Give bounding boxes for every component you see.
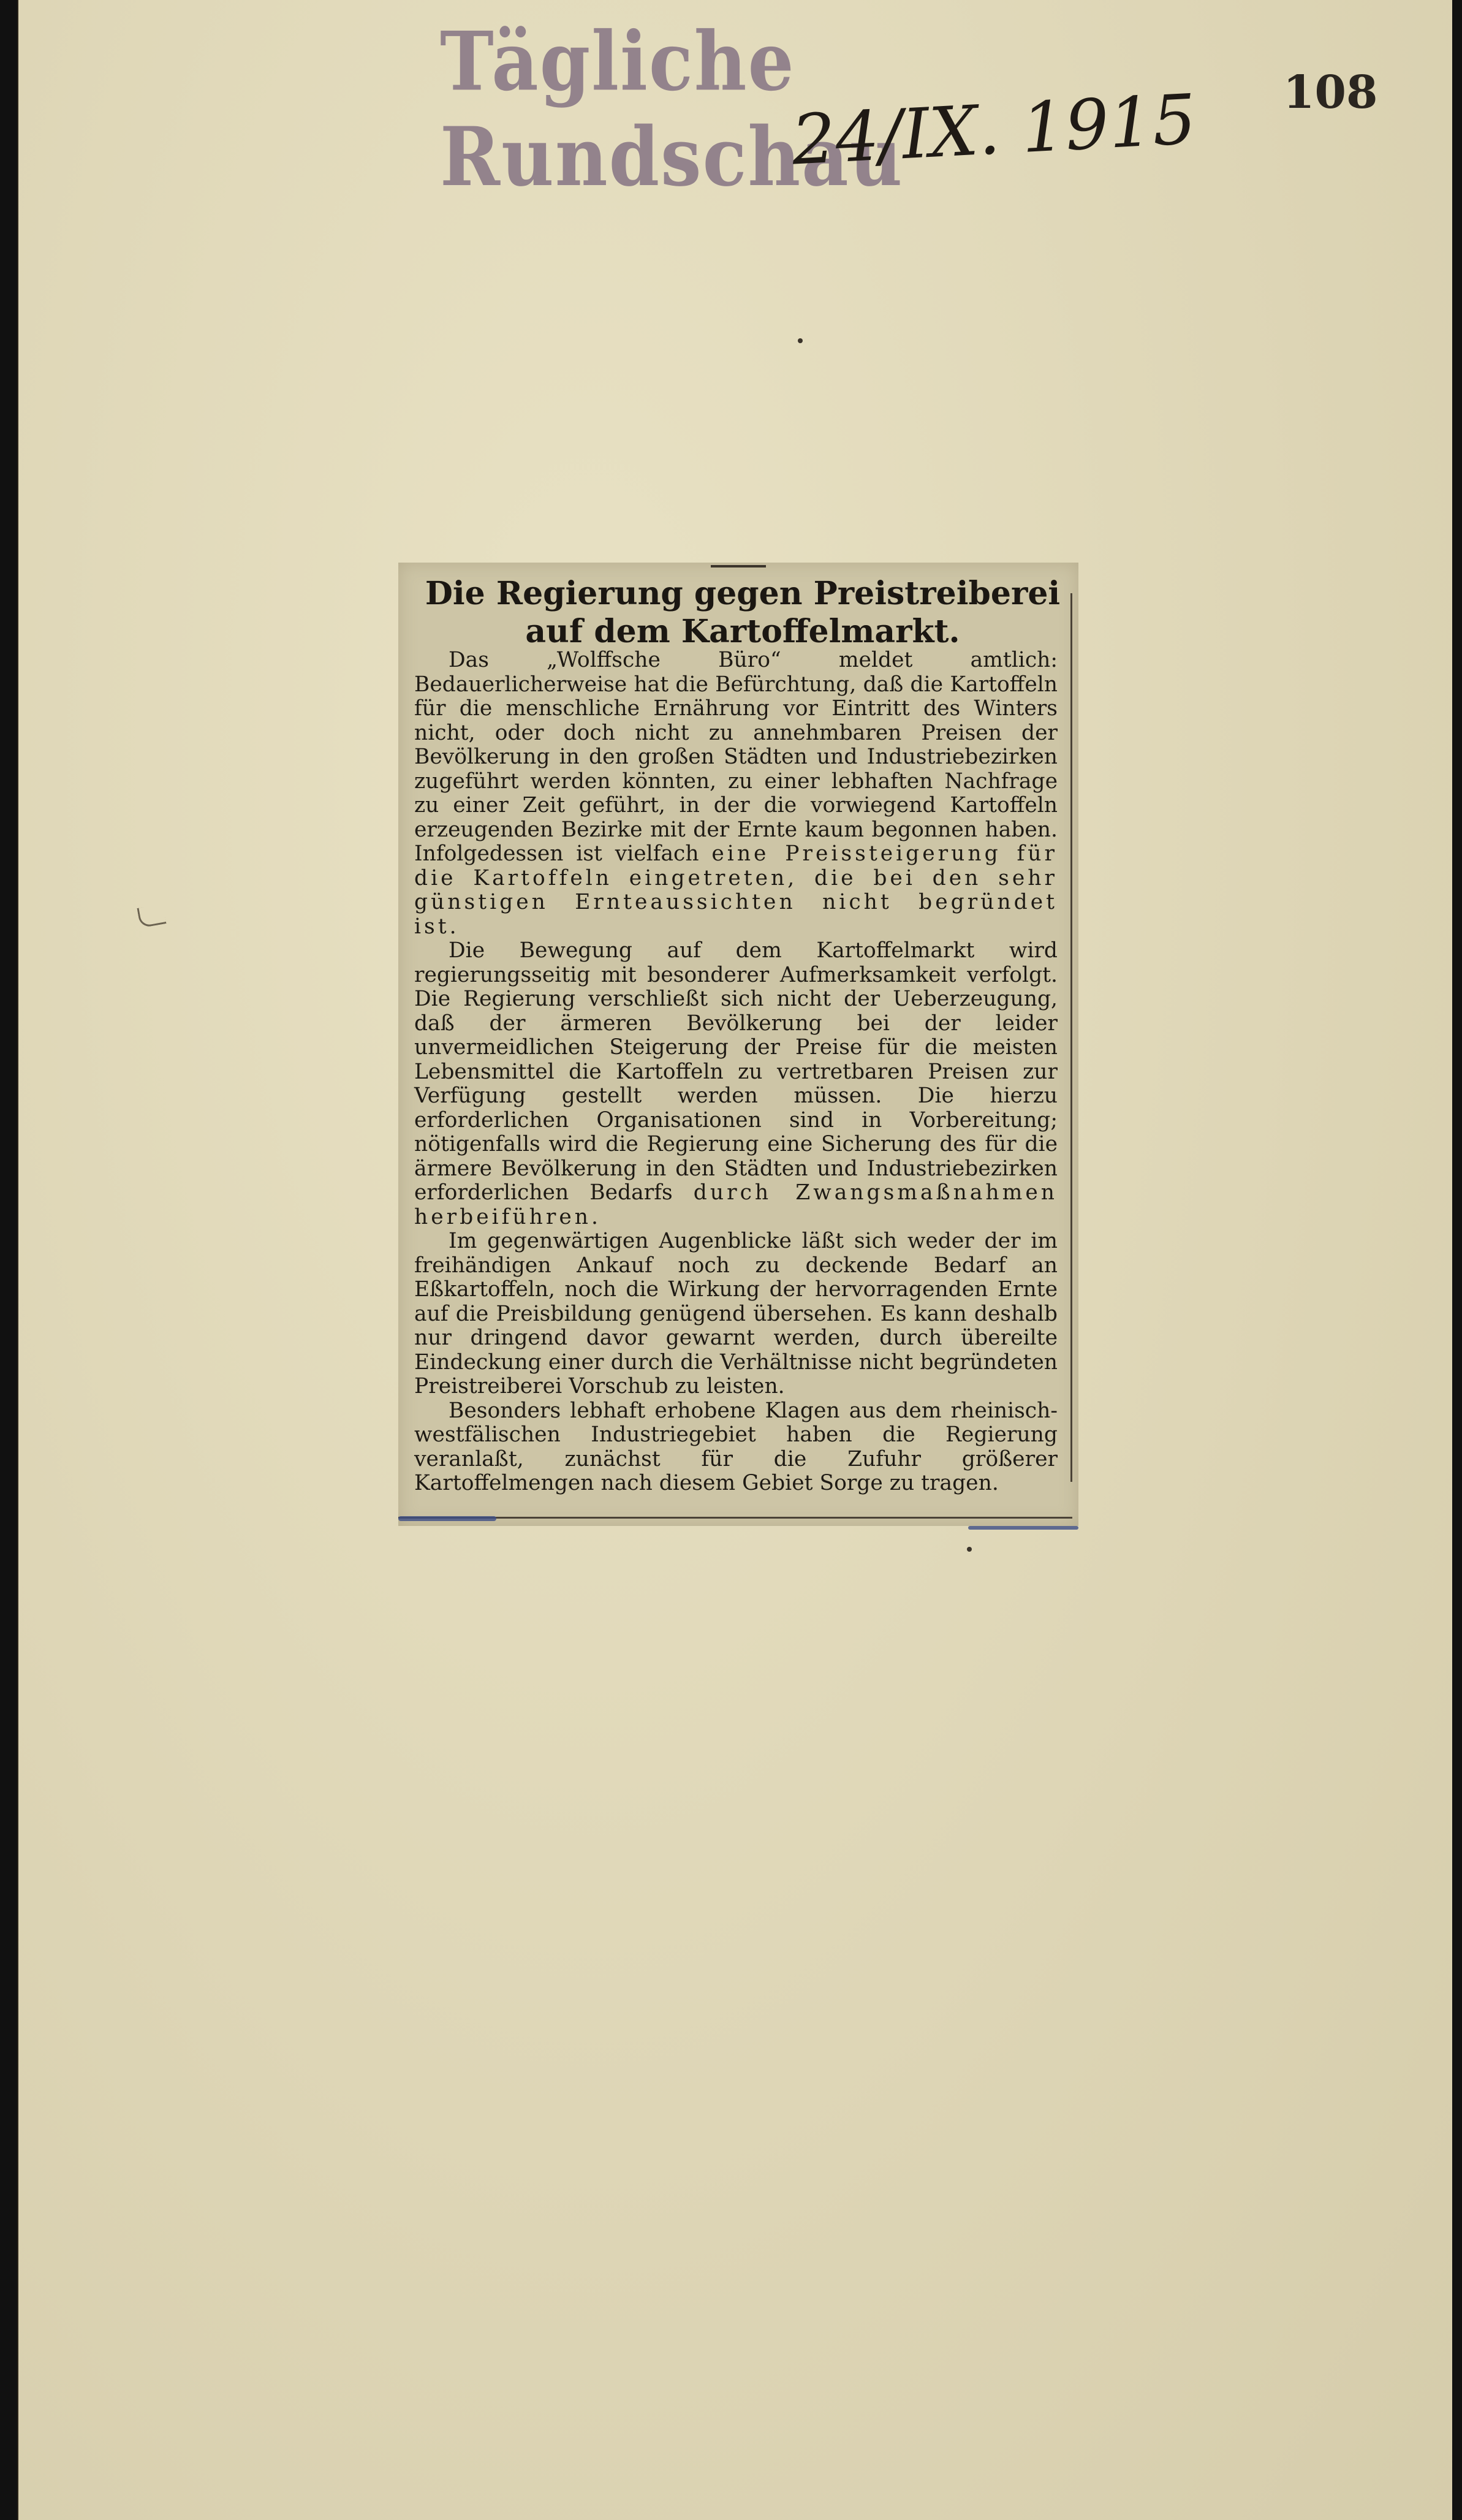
paragraph-text: Die Bewegung auf dem Kartoffelmarkt wird regierungsseitig mit besonderer Aufmerksamkeit verfolgt. Die Regierung verschließt sich nicht der Ueberzeugung, daß der ärmeren Bevölkerung bei der leider unvermeidlichen Steigerung der Preise für die meisten Lebensmittel die Kartoffeln zu vertretbaren Preisen zur Verfügung gestellt werden müssen. Die hierzu erforderlichen Organisationen sind in Vorbereitung; nötigenfalls wird die Regierung eine Sicherung des für die ärmere Bevölkerung in den Städten und Industriebezirken erforderlichen Bedarfs xyxy=(414,938,1058,1205)
article-headline: Die Regierung gegen Preistreiberei auf dem Kartoffelmarkt. xyxy=(425,575,1061,650)
article-body xyxy=(414,648,1058,1496)
emphasized-text: durch Zwangsmaßnahmen herbeiführen. xyxy=(414,1180,1058,1229)
ink-speck xyxy=(967,1547,972,1552)
ink-speck xyxy=(798,338,803,343)
article-paragraph xyxy=(414,648,1058,939)
handwritten-date: 24/IX. 1915 xyxy=(789,80,1199,181)
emphasized-text: eine Preissteigerung für die Kartoffeln eingetreten, die bei den sehr günstigen Ernteaussichten nicht begründet ist. xyxy=(414,841,1058,939)
article-paragraph xyxy=(414,1399,1058,1496)
blue-pencil-underline xyxy=(398,1516,496,1521)
article-paragraph xyxy=(414,1229,1058,1399)
clipping-top-rule xyxy=(711,565,766,567)
blue-pencil-underline xyxy=(968,1526,1078,1530)
pencil-mark xyxy=(137,904,166,928)
paragraph-text: Besonders lebhaft erhobene Klagen aus dem rheinisch-westfälischen Industriegebiet haben die Regierung veranlaßt, zunächst für die Zufuhr größerer Kartoffelmengen nach diesem Gebiet Sorge zu tragen. xyxy=(414,1398,1058,1495)
paragraph-text: Im gegenwärtigen Augenblicke läßt sich weder der im freihändigen Ankauf noch zu deckende Bedarf an Eßkartoffeln, noch die Wirkung der hervorragenden Ernte auf die Preisbildung genügend übersehen. Es kann deshalb nur dringend davor gewarnt werden, durch übereilte Eindeckung einer durch die Verhältnisse nicht begründeten Preistreiberei Vorschub zu leisten. xyxy=(414,1229,1058,1399)
page-number: 108 xyxy=(1283,66,1378,119)
article-paragraph xyxy=(414,939,1058,1229)
paragraph-text: Das „Wolffsche Büro“ meldet amtlich: Bedauerlicherweise hat die Befürchtung, daß die Kartoffeln für die menschliche Ernährung vor Eintritt des Winters nicht, oder doch nicht zu annehmbaren Preisen der Bevölkerung in den großen Städten und Industriebezirken zugeführt werden könnten, zu einer lebhaften Nachfrage zu einer Zeit geführt, in der die vorwiegend Kartoffeln erzeugenden Bezirke mit der Ernte kaum begonnen haben. Infolgedessen ist vielfach xyxy=(414,648,1058,866)
archive-page xyxy=(17,0,1452,2520)
clipping-bottom-rule xyxy=(398,1517,1072,1519)
masthead-stamp: Tägliche Rundschau xyxy=(440,13,904,205)
newspaper-clipping xyxy=(398,563,1078,1526)
clipping-column-rule xyxy=(1070,593,1072,1482)
